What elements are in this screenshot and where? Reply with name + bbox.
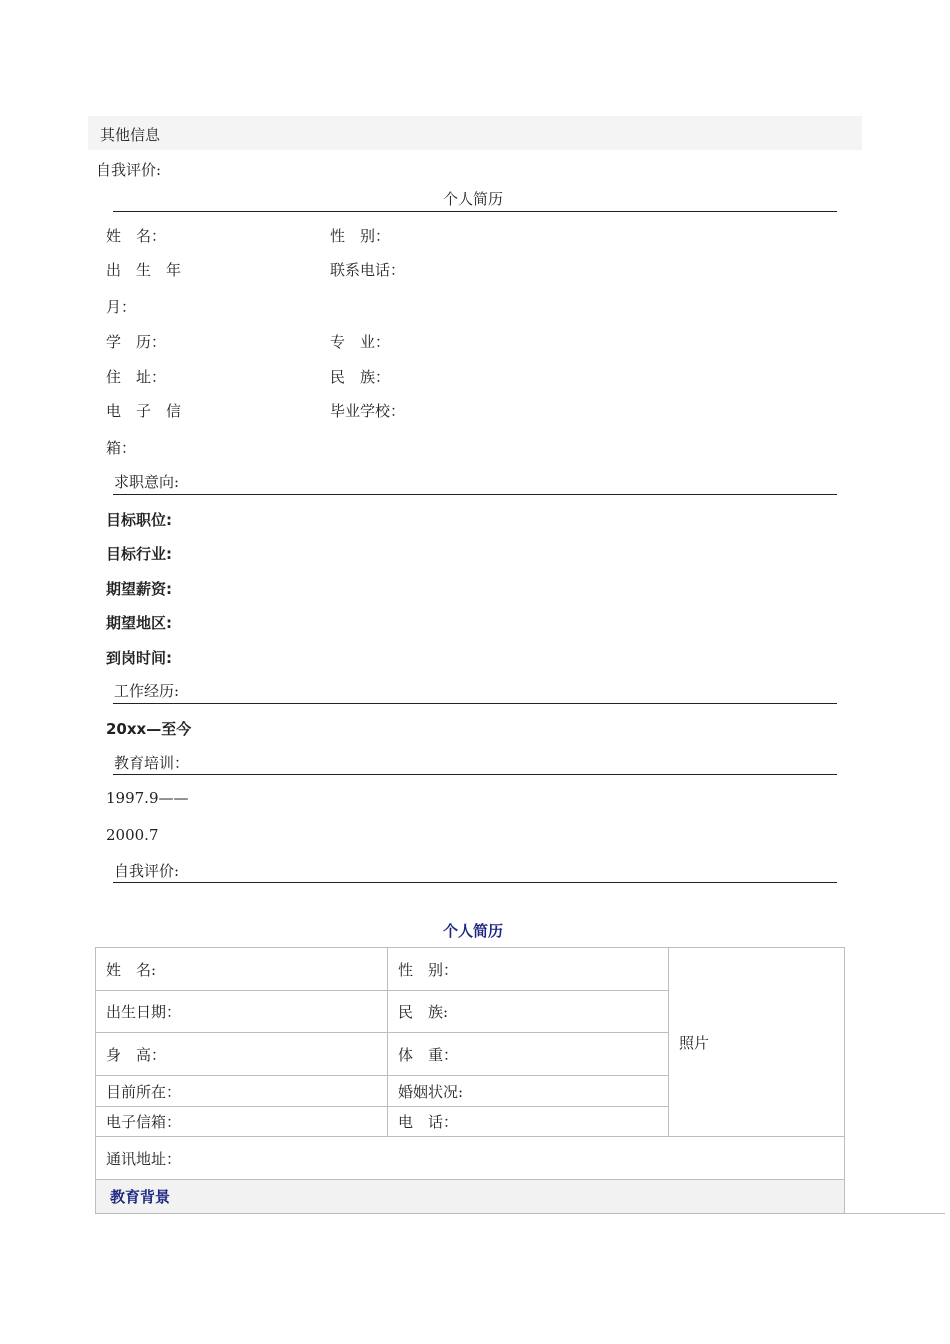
education-level-label: 学 历： — [106, 333, 167, 351]
section-title-other-info: 其他信息 — [100, 126, 161, 144]
resume-table-title: 个人简历 — [443, 922, 504, 940]
education-start-date: 1997.9—— — [106, 789, 189, 807]
name-cell: 姓 名: — [96, 948, 388, 991]
contact-address-cell: 通讯地址： — [96, 1137, 845, 1180]
school-label: 毕业学校： — [330, 402, 406, 420]
job-intent-rule — [113, 494, 837, 495]
table-row — [96, 1180, 845, 1214]
height-cell: 身 高： — [96, 1033, 388, 1076]
weight-cell: 体 重： — [388, 1033, 669, 1076]
current-location-cell: 目前所在： — [96, 1076, 388, 1107]
major-label: 专 业： — [330, 333, 391, 351]
job-intent-heading: 求职意向: — [114, 473, 180, 491]
self-evaluation-label-top: 自我评价: — [96, 161, 162, 179]
resume-info-table — [95, 947, 845, 1214]
education-background-heading: 教育背景 — [96, 1180, 845, 1214]
address-label: 住 址： — [106, 368, 167, 386]
resume-title: 个人简历 — [443, 190, 504, 208]
email-label-line2: 箱： — [106, 439, 137, 457]
table-edge-line — [845, 1213, 945, 1214]
expected-salary-label: 期望薪资: — [106, 580, 172, 598]
email-cell: 电子信箱： — [96, 1107, 388, 1137]
education-training-rule — [113, 774, 837, 775]
education-training-heading: 教育培训： — [114, 754, 190, 772]
gender-label: 性 别： — [330, 227, 391, 245]
work-period: 20xx—至今 — [106, 720, 192, 738]
target-position-label: 目标职位: — [106, 511, 172, 529]
phone-label: 联系电话： — [330, 261, 406, 279]
phone-cell: 电 话： — [388, 1107, 669, 1137]
photo-cell: 照片 — [669, 948, 845, 1137]
arrival-time-label: 到岗时间: — [106, 649, 172, 667]
section-header-band — [88, 116, 862, 150]
birth-label-line1: 出 生 年 — [106, 261, 182, 279]
work-experience-heading: 工作经历: — [114, 682, 180, 700]
gender-cell: 性 别： — [388, 948, 669, 991]
marital-status-cell: 婚姻状况: — [388, 1076, 669, 1107]
self-evaluation-heading: 自我评价: — [114, 862, 180, 880]
work-experience-rule — [113, 703, 837, 704]
expected-region-label: 期望地区: — [106, 614, 172, 632]
target-industry-label: 目标行业: — [106, 545, 172, 563]
title-rule — [113, 211, 837, 212]
name-label: 姓 名： — [106, 227, 167, 245]
self-evaluation-rule — [113, 882, 837, 883]
ethnicity-label: 民 族： — [330, 368, 391, 386]
education-end-date: 2000.7 — [106, 826, 159, 844]
table-row — [96, 948, 845, 991]
email-label-line1: 电 子 信 — [106, 402, 182, 420]
table-row — [96, 1137, 845, 1180]
birth-label-line2: 月： — [106, 298, 137, 316]
ethnicity-cell: 民 族: — [388, 991, 669, 1033]
birth-date-cell: 出生日期： — [96, 991, 388, 1033]
